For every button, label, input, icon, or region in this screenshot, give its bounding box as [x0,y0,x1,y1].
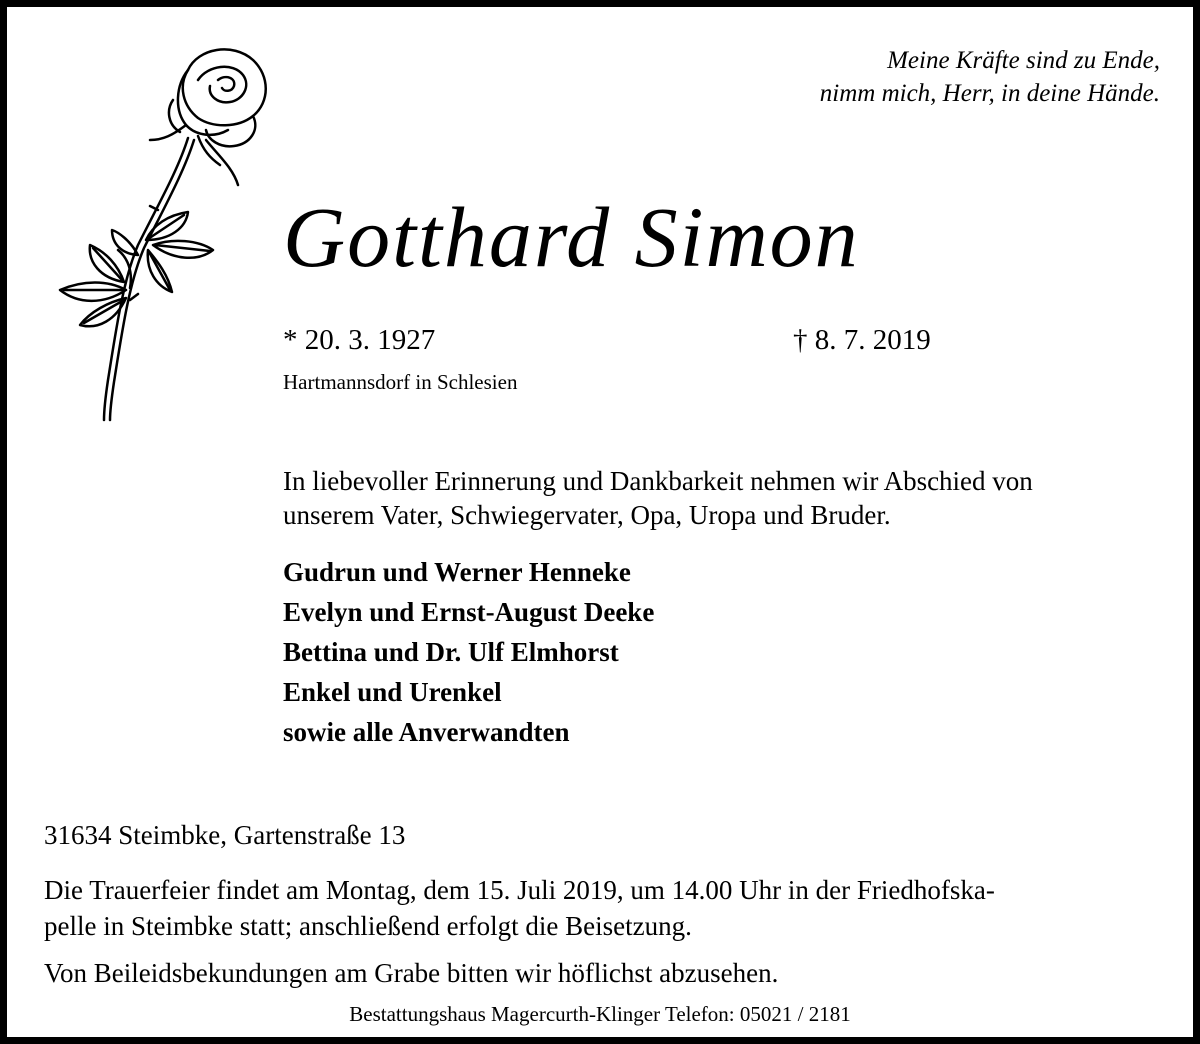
condolence-request: Von Beileidsbekundungen am Grabe bitten wir höflichst abzusehen. [44,958,779,988]
family-address: 31634 Steimbke, Gartenstraße 13 [44,820,406,850]
farewell-line-2: unserem Vater, Schwiegervater, Opa, Uropa und Bruder. [283,500,891,530]
mourner-item: Bettina und Dr. Ulf Elmhorst [283,637,619,667]
mourner-item: Gudrun und Werner Henneke [283,557,631,587]
farewell-text [283,464,1163,532]
mourner-item: sowie alle Anverwandten [283,717,570,747]
funeral-home-footer: Bestattungshaus Magercurth-Klinger Telefon: 05021 / 2181 [349,1002,851,1026]
quote-line-2: nimm mich, Herr, in deine Hände. [819,80,1160,107]
death-date: † 8. 7. 2019 [793,324,931,356]
mourners-list [283,552,654,752]
mourner-item: Enkel und Urenkel [283,677,502,707]
bible-quote [740,44,1160,110]
farewell-line-1: In liebevoller Erinnerung und Dankbarkeit nehmen wir Abschied von [283,466,1033,496]
birthplace: Hartmannsdorf in Schlesien [283,370,518,394]
quote-line-1: Meine Kräfte sind zu Ende, [887,47,1160,74]
mourner-item: Evelyn und Ernst-August Deeke [283,597,655,627]
birth-date: * 20. 3. 1927 [283,324,436,356]
service-line-2: pelle in Steimbke statt; anschließend erfolgt die Beisetzung. [44,911,692,941]
service-line-1: Die Trauerfeier findet am Montag, dem 15. Juli 2019, um 14.00 Uhr in der Friedhofska- [44,875,995,905]
rose-icon [38,40,278,430]
funeral-service-info [44,872,1164,944]
deceased-name: Gotthard Simon [283,189,860,285]
